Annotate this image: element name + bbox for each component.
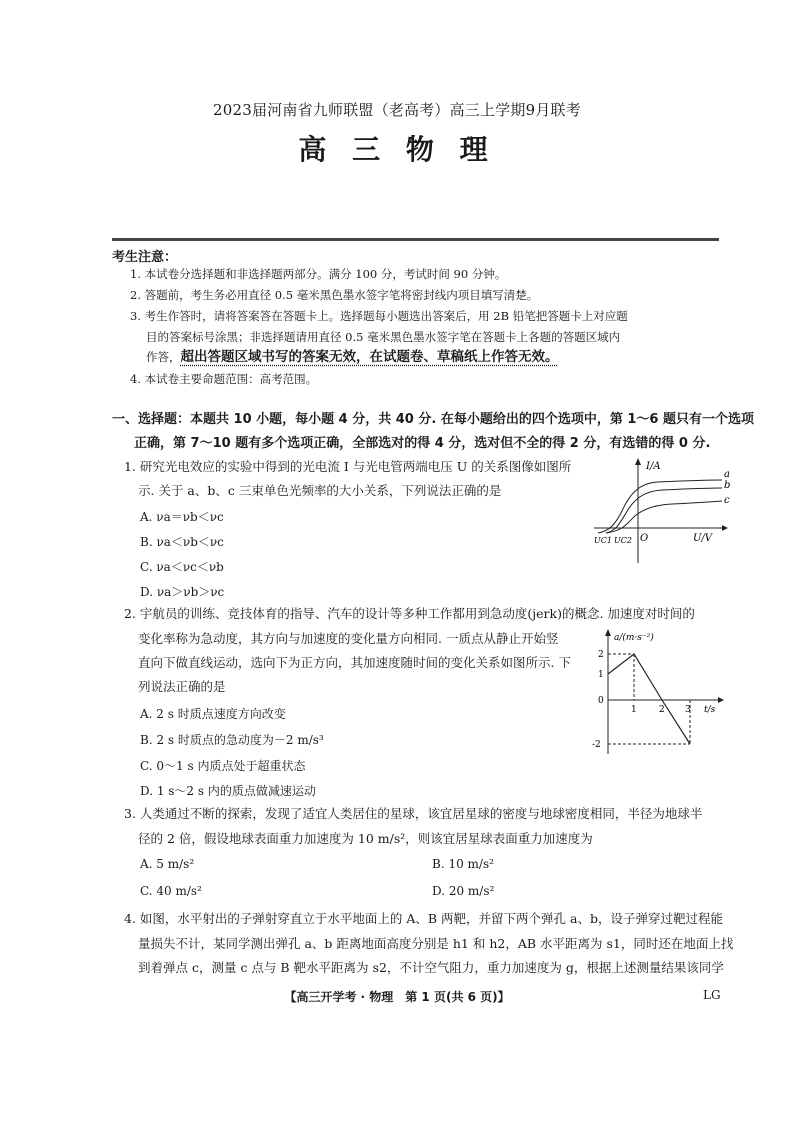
notice-item-2: 2. 答题前，考生务必用直径 0.5 毫米黑色墨水签字笔将密封线内项目填写清楚。: [130, 288, 539, 302]
q3-option-d: D. 20 m/s²: [432, 884, 495, 898]
q1-line2: 示. 关于 a、b、c 三束单色光频率的大小关系，下列说法正确的是: [138, 483, 502, 498]
q3-option-b: B. 10 m/s²: [432, 857, 494, 871]
q2-option-a: A. 2 s 时质点速度方向改变: [140, 707, 286, 721]
q4-line1: 4. 如图，水平射出的子弹射穿直立于水平地面上的 A、B 两靶，并留下两个弹孔 a、b，设子弹穿过靶过程能: [124, 911, 723, 926]
q3-line1: 3. 人类通过不断的探索，发现了适宜人类居住的星球，该宜居星球的密度与地球密度相同，半径为地球半: [124, 806, 703, 821]
q1-line1: 1. 研究光电效应的实验中得到的光电流 I 与光电管两端电压 U 的关系图像如图所: [124, 459, 572, 474]
q4-line3: 到着弹点 c，测量 c 点与 B 靶水平距离为 s2，不计空气阻力，重力加速度为 g，根据上述测量结果该同学: [138, 960, 724, 975]
q3-option-c: C. 40 m/s²: [140, 884, 202, 898]
subject-title: 高 三 物 理: [298, 133, 496, 166]
q2-a-line: [608, 654, 690, 744]
q2-x-label: t/s: [704, 705, 716, 715]
q2-xtick-1: 1: [631, 705, 637, 715]
q2-ytick-2: 2: [598, 650, 604, 660]
q1-option-b: B. νa＜νb＜νc: [140, 535, 224, 549]
q2-line2: 变化率称为急动度，其方向与加速度的变化量方向相同. 一质点从静止开始竖: [138, 631, 559, 646]
header-rule: [112, 238, 719, 241]
q2-at-graph: [586, 626, 726, 758]
notice-heading: 考生注意：: [112, 250, 178, 265]
section1-line1: 一、选择题：本题共 10 小题，每小题 4 分，共 40 分. 在每小题给出的四个选项中，第 1～6 题只有一个选项: [112, 412, 754, 427]
q2-ytick-neg2: -2: [592, 740, 601, 750]
notice-item-3: 3. 考生作答时，请将答案答在答题卡上。选择题每小题选出答案后，用 2B 铅笔把答题卡上对应题: [130, 309, 628, 323]
q2-xtick-2: 2: [659, 705, 665, 715]
section1-line2: 正确，第 7～10 题有多个选项正确，全部选对的得 4 分，选对但不全的得 2 分，有选错的得 0 分.: [134, 436, 711, 451]
exam-title: 2023届河南省九师联盟（老高考）高三上学期9月联考: [213, 101, 581, 119]
q2-option-d: D. 1 s～2 s 内的质点做减速运动: [140, 784, 316, 798]
q1-x-arrow: [722, 525, 728, 531]
q1-x-label: U/V: [693, 533, 713, 544]
notice-item-3-cont: 目的答案标号涂黑；非选择题请用直径 0.5 毫米黑色墨水签字笔在答题卡上各题的答题区域内: [146, 330, 621, 344]
q3-option-a: A. 5 m/s²: [140, 857, 195, 871]
q1-iu-graph: [590, 455, 730, 575]
q1-label-b: b: [724, 480, 730, 491]
q2-y-arrow: [605, 629, 611, 636]
q2-line3: 直向下做直线运动，选向下为正方向，其加速度随时间的变化关系如图所示. 下: [138, 655, 571, 670]
notice-emphasis: 超出答题区域书写的答案无效，在试题卷、草稿纸上作答无效。: [180, 349, 559, 365]
q2-line4: 列说法正确的是: [138, 679, 226, 694]
q1-option-c: C. νa＜νc＜νb: [140, 560, 224, 574]
q2-option-c: C. 0～1 s 内质点处于超重状态: [140, 759, 306, 773]
footer-page-info: 【高三开学考 · 物理 第 1 页(共 6 页)】: [284, 990, 510, 1004]
q2-option-b: B. 2 s 时质点的急动度为－2 m/s³: [140, 733, 324, 747]
q1-label-c: c: [724, 495, 730, 506]
q2-line1: 2. 宇航员的训练、竞技体育的指导、汽车的设计等多种工作都用到急动度(jerk)的概念. 加速度对时间的: [124, 606, 695, 621]
q2-ytick-1: 1: [598, 670, 604, 680]
q1-option-a: A. νa＝νb＜νc: [140, 510, 224, 524]
notice-item-3-end: [146, 347, 559, 368]
q4-line2: 量损失不计，某同学测出弹孔 a、b 距离地面高度分别是 h1 和 h2，AB 水平距离为 s1，同时还在地面上找: [138, 936, 734, 951]
q1-tick-uc1: UC1: [594, 536, 612, 545]
q2-y-label: a/(m·s⁻²): [614, 633, 654, 643]
q1-origin: O: [640, 533, 649, 544]
q2-x-arrow: [718, 697, 724, 703]
q1-y-arrow: [635, 458, 641, 465]
q2-ytick-0: 0: [598, 696, 604, 706]
q3-line2: 径的 2 倍，假设地球表面重力加速度为 10 m/s²，则该宜居星球表面重力加速度为: [138, 831, 593, 846]
notice-item-1: 1. 本试卷分选择题和非选择题两部分。满分 100 分，考试时间 90 分钟。: [130, 267, 507, 281]
q1-option-d: D. νa＞νb＞νc: [140, 585, 225, 599]
notice-item-4: 4. 本试卷主要命题范围：高考范围。: [130, 372, 318, 386]
notice-item-3-prefix: 作答，: [146, 350, 181, 364]
q1-label-a: a: [724, 469, 730, 480]
q2-xtick-3: 3: [685, 705, 691, 715]
q1-curve-b: [606, 488, 722, 533]
q1-y-label: I/A: [646, 461, 661, 472]
q1-tick-uc2: UC2: [614, 536, 632, 545]
footer-code: LG: [703, 988, 721, 1002]
